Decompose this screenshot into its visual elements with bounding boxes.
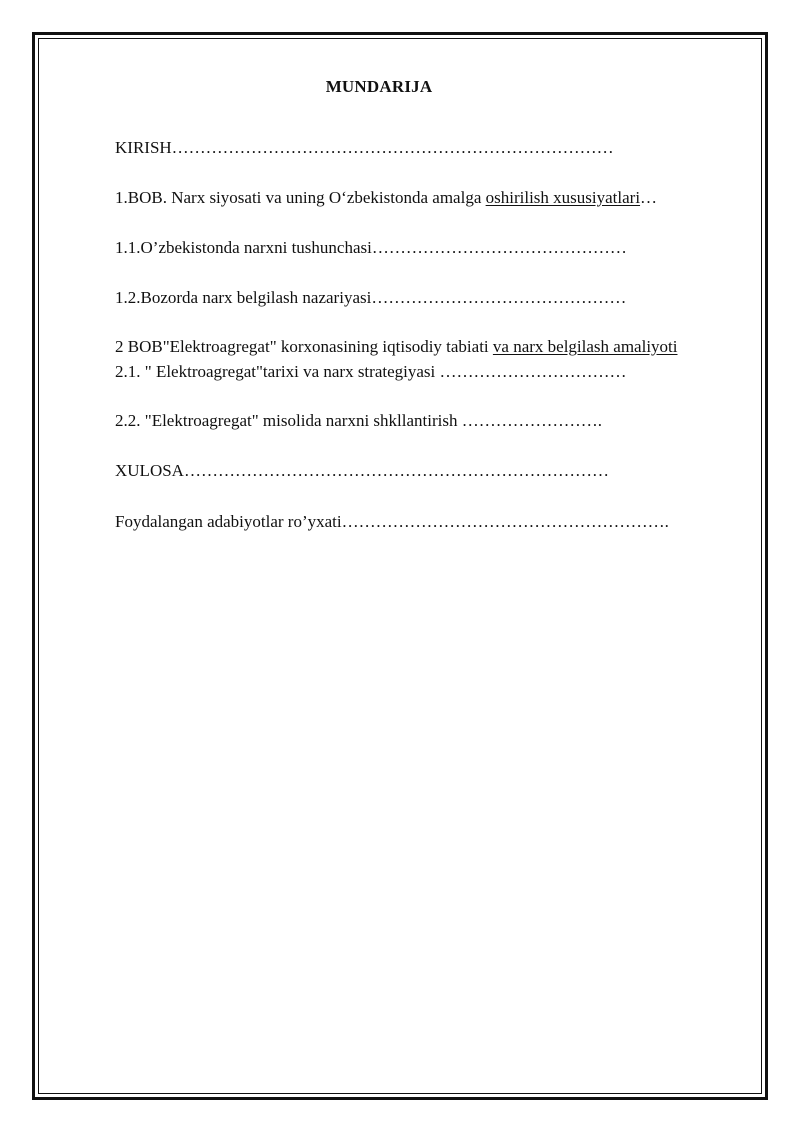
toc-entry-leader: … [640,188,658,207]
toc-entry-kirish [115,138,614,158]
toc-entry-leader: ……………………. [461,411,602,430]
toc-entry-text: 2.2. "Elektroagregat" misolida narxni shkllantirish [115,411,462,430]
toc-entry-text: 1.2.Bozorda narx belgilash nazariyasi [115,288,372,307]
toc-entry-bob-1 [115,188,657,208]
toc-entry-leader: …………………………………………………. [341,512,669,531]
toc-entry-leader: …………………………………………………………………… [171,138,614,157]
toc-entry-text: 1.1.O’zbekistonda narxni tushunchasi [115,238,372,257]
toc-entry-bob-2 [115,337,678,357]
toc-entry-leader: …………………………… [439,362,627,381]
toc-entry-xulosa [115,461,609,481]
toc-entry-1-2 [115,288,626,308]
toc-entry-text: Foydalangan adabiyotlar ro’yxati [115,512,342,531]
toc-entry-2-1 [115,362,627,382]
toc-entry-text: 2 BOB"Elektroagregat" korxonasining iqtisodiy tabiati [115,337,493,356]
toc-entry-2-2 [115,411,602,431]
toc-entry-text: XULOSA [115,461,184,480]
toc-entry-text: KIRISH [115,138,172,157]
toc-entry-1-1 [115,238,627,258]
toc-entry-underlined-text: va narx belgilash amaliyoti [492,337,678,356]
toc-entry-leader: ………………………………………………………………… [183,461,609,480]
toc-entry-underlined-text: oshirilish xususiyatlari [485,188,641,207]
toc-entry-text: 2.1. " Elektroagregat"tarixi va narx strategiyasi [115,362,440,381]
page-title: MUNDARIJA [325,77,433,96]
toc-entry-adabiyotlar [115,512,669,532]
toc-entry-leader: ……………………………………… [371,238,627,257]
toc-entry-text: 1.BOB. Narx siyosati va uning O‘zbekistonda amalga [115,188,486,207]
toc-entry-leader: ……………………………………… [371,288,627,307]
